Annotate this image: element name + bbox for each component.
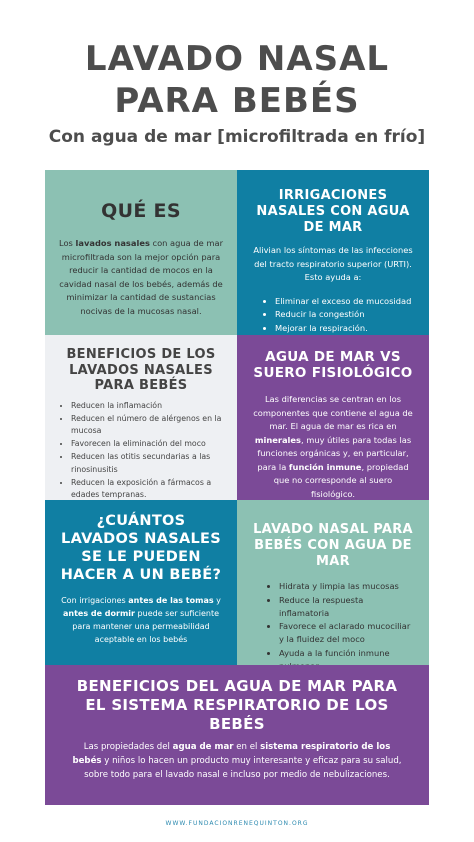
panel-title-beneficios-agua: BENEFICIOS DEL AGUA DE MAR PARA EL SISTEMA RESPIRATORIO DE LOS BEBÉS <box>76 677 398 733</box>
panel-irrigaciones <box>237 170 429 335</box>
list-item: • Reducir la congestión <box>275 308 415 321</box>
irrigaciones-intro: Alivian los síntomas de las infecciones del tracto respiratorio superior (URTI). Esto ayuda a: <box>253 245 413 282</box>
panel-beneficios-lavados <box>45 335 237 500</box>
que-es-text: Los lavados nasales con agua de mar microfiltrada son la mejor opción para reducir la cantidad de mocos en la cavidad nasal de los bebés, además de minimizar la cantidad de sustancias nocivas de la mucosas nasal. <box>59 238 223 316</box>
panel-title-beneficios-lavados: BENEFICIOS DE LOS LAVADOS NASALES PARA BEBÉS <box>66 347 216 393</box>
panel-title-que-es: QUÉ ES <box>101 200 181 222</box>
panel-que-es <box>45 170 237 335</box>
list-item: • Reducen la exposición a fármacos a edades tempranas. <box>71 477 223 501</box>
cuantos-text: Con irrigaciones antes de las tomas y antes de dormir puede ser suficiente para mantener una permeabilidad aceptable en los bebés <box>61 596 221 644</box>
list-item: • Reducen el número de alérgenos en la mucosa <box>71 413 223 437</box>
panel-cuantos <box>45 500 237 665</box>
panel-title-agua-vs-suero: AGUA DE MAR VS SUERO FISIOLÓGICO <box>253 349 413 381</box>
irrigaciones-list <box>251 295 415 335</box>
footer-url[interactable]: WWW.FUNDACIONRENEQUINTON.ORG <box>165 820 309 827</box>
panel-agua-vs-suero <box>237 335 429 500</box>
list-item: • Favorece el aclarado mucociliar y la fluidez del moco <box>279 620 415 646</box>
panel-title-cuantos: ¿CUÁNTOS LAVADOS NASALES SE LE PUEDEN HACER A UN BEBÉ? <box>60 513 222 583</box>
title-line-1: LAVADO NASAL <box>84 39 390 79</box>
agua-vs-suero-text: Las diferencias se centran en los componentes que contiene el agua de mar. El agua de mar es rica en minerales, muy útiles para todas las funciones orgánicas y, en particular, para la función inmune, propiedad que no corresponde al suero fisiológico. <box>253 394 413 499</box>
list-item: • Mejorar la respiración. <box>275 322 415 335</box>
page-title <box>0 38 474 122</box>
panel-lavado-agua <box>237 500 429 665</box>
panel-title-irrigaciones: IRRIGACIONES NASALES CON AGUA DE MAR <box>256 188 410 235</box>
page-subtitle: Con agua de mar [microfiltrada en frío] <box>48 127 426 147</box>
title-line-2: PARA BEBÉS <box>114 81 360 121</box>
list-item: • Eliminar el exceso de mucosidad <box>275 295 415 308</box>
list-item: • Favorecen la eliminación del moco <box>71 438 223 450</box>
list-item: • Reducen las otitis secundarias a las rinosinusitis <box>71 451 223 475</box>
beneficios-lavados-list <box>59 400 223 502</box>
panel-beneficios-agua <box>45 665 429 805</box>
lavado-agua-list <box>251 580 415 673</box>
list-item: • Hidrata y limpia las mucosas <box>279 580 415 593</box>
panel-title-lavado-agua: LAVADO NASAL PARA BEBÉS CON AGUA DE MAR <box>253 522 413 569</box>
list-item: • Ayuda a la función inmune <box>279 647 415 673</box>
list-item: • Reduce la respuesta inflamatoria <box>279 594 415 620</box>
list-item: • Reducen la inflamación <box>71 400 223 412</box>
beneficios-agua-text: Las propiedades del agua de mar en el sistema respiratorio de los bebés y niños lo hacen un producto muy interesante y eficaz para su salud, sobre todo para el lavado nasal e incluso por medio de nebulizaciones. <box>72 742 402 780</box>
